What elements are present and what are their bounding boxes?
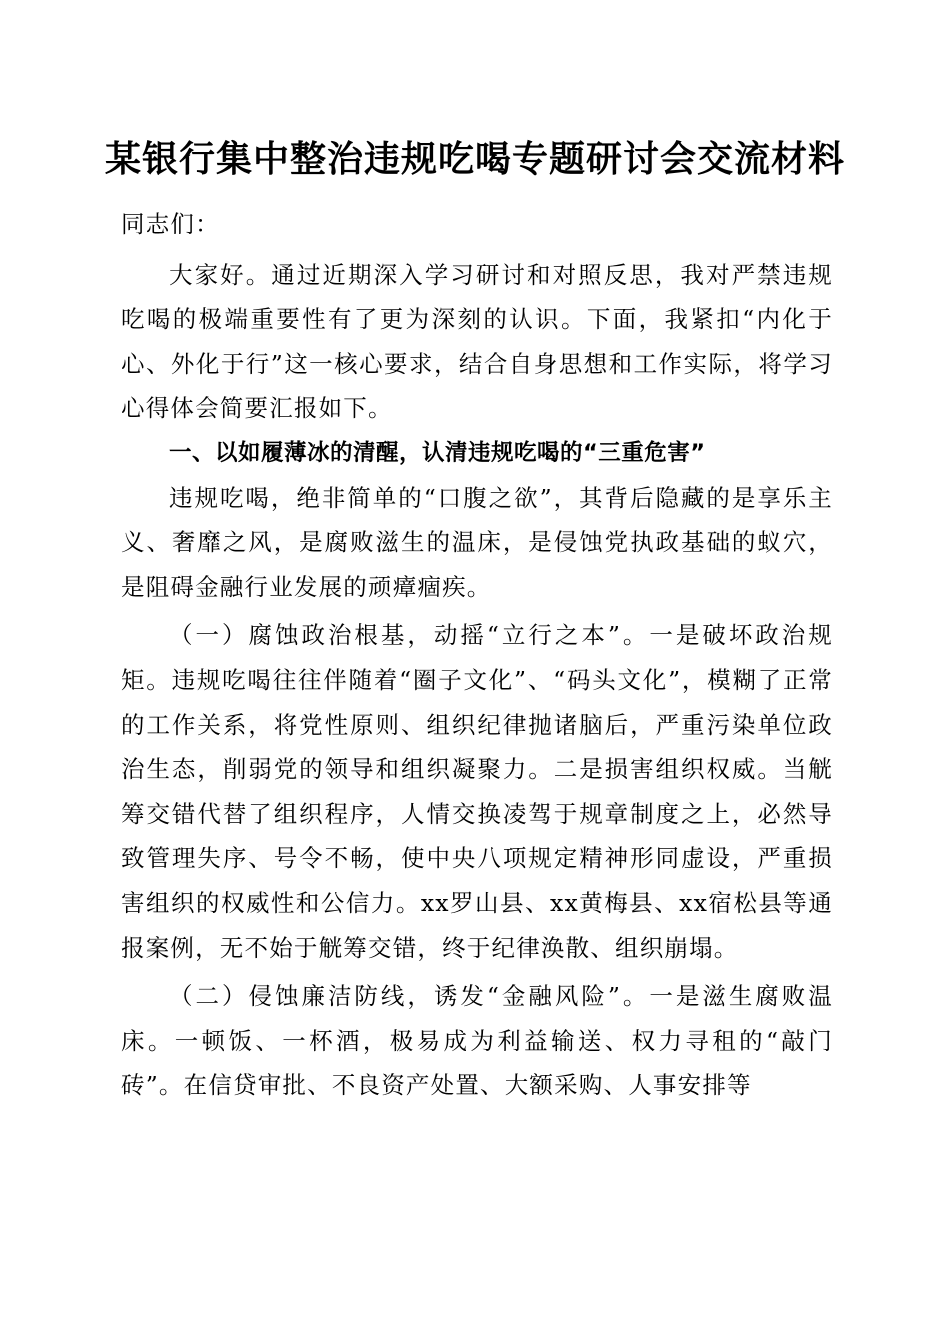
section-1-paragraph: 违规吃喝，绝非简单的“口腹之欲”，其背后隐藏的是享乐主义、奢靡之风，是腐败滋生的温床，是侵蚀党执政基础的蚁穴，是阻碍金融行业发展的顽瘴痼疾。 bbox=[121, 483, 833, 601]
subsection-2-paragraph: （二）侵蚀廉洁防线，诱发“金融风险”。一是滋生腐败温床。一顿饭、一杯酒，极易成为利益输送、权力寻租的“敲门砖”。在信贷审批、不良资产处置、大额采购、人事安排等 bbox=[121, 982, 833, 1100]
subsection-1-paragraph: （一）腐蚀政治根基，动摇“立行之本”。一是破坏政治规矩。违规吃喝往往伴随着“圈子文化”、“码头文化”，模糊了正常的工作关系，将党性原则、组织纪律抛诸脑后，严重污染单位政治生态，削弱党的领导和组织凝聚力。二是损害组织权威。当觥筹交错代替了组织程序，人情交换凌驾于规章制度之上，必然导致管理失序、号令不畅，使中央八项规定精神形同虚设，严重损害组织的权威性和公信力。xx罗山县、xx黄梅县、xx宿松县等通报案例，无不始于觥筹交错，终于纪律涣散、组织崩塌。 bbox=[121, 621, 833, 962]
document-title: 某银行集中整治违规吃喝专题研讨会交流材料 bbox=[104, 138, 845, 180]
section-heading-1: 一、以如履薄冰的清醒，认清违规吃喝的“三重危害” bbox=[169, 439, 706, 466]
intro-paragraph: 大家好。通过近期深入学习研讨和对照反思，我对严禁违规吃喝的极端重要性有了更为深刻的认识。下面，我紧扣“内化于心、外化于行”这一核心要求，结合自身思想和工作实际，将学习心得体会简要汇报如下。 bbox=[121, 260, 833, 423]
salutation: 同志们： bbox=[121, 210, 220, 238]
document-body bbox=[121, 202, 833, 1108]
